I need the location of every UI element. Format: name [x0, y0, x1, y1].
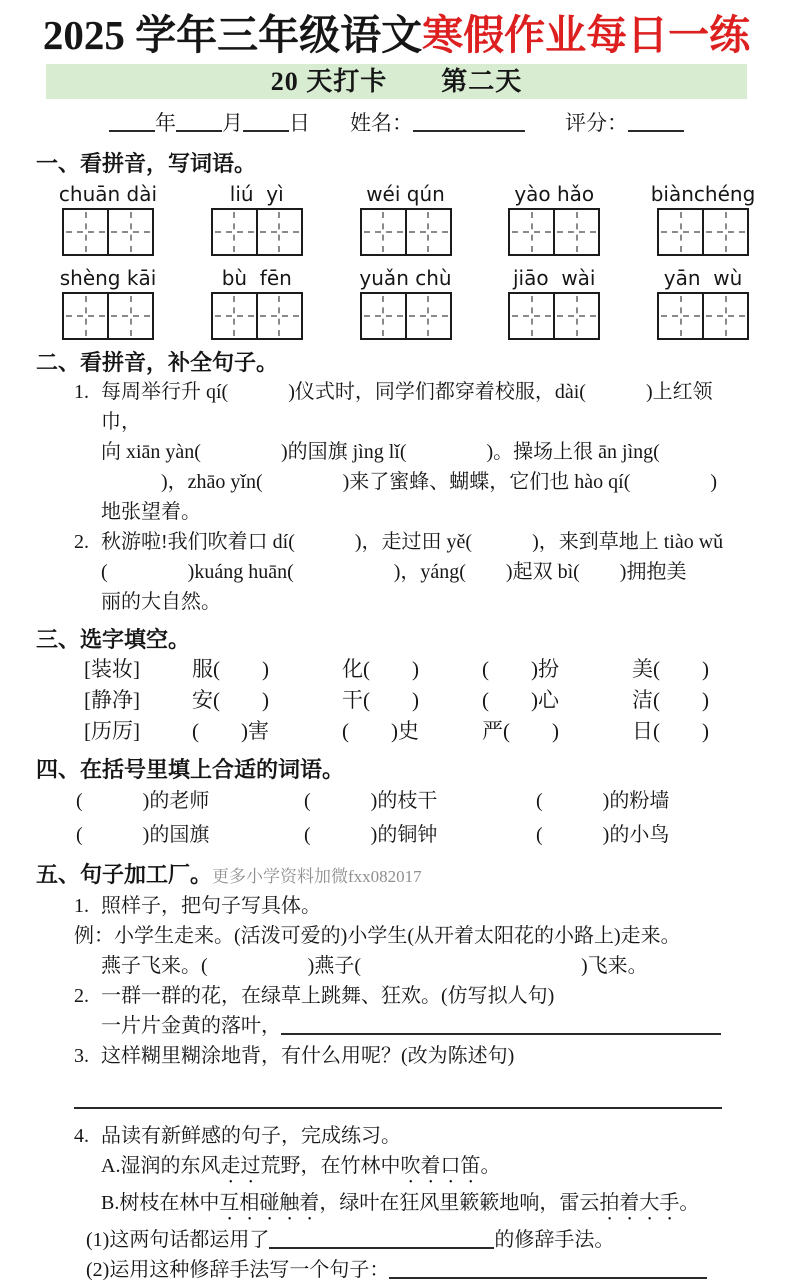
section5-title-text: 五、句子加工厂。	[36, 861, 213, 887]
writing-grid	[508, 208, 600, 256]
sentence-line: 照样子，把句子写具体。	[101, 894, 321, 917]
fill-blank-word: ( )心	[482, 687, 559, 712]
sentence-b-text: B.树枝在林中	[101, 1191, 220, 1214]
title-red: 寒假作业每日一练	[422, 12, 751, 58]
sentence-line: 每周举行升 qí( )仪式时，同学们都穿着校服，dài( )上红领巾，	[101, 380, 713, 433]
pinyin-word	[360, 265, 452, 340]
example-line: 例：小学生走来。(活泼可爱的)小学生(从开着太阳花的小路上)走来。	[74, 924, 681, 947]
item-number: 1.	[74, 894, 89, 917]
item-text	[101, 1041, 751, 1071]
fill-blank-phrase: ( )的小鸟	[536, 823, 670, 846]
sentence-b-text: 。	[679, 1191, 700, 1214]
item-number: 1.	[74, 380, 89, 403]
item-text	[101, 527, 751, 617]
sentence-line: 向 xiān yàn( )的国旗 jìng lǐ( )。操场上很 ān jìng(	[101, 440, 660, 463]
char-choice-bracket: [装妆]	[84, 656, 140, 681]
fill-blank-word: 服( )	[192, 656, 269, 681]
writing-grid	[211, 208, 303, 256]
fill-blank-word: 安( )	[192, 687, 269, 712]
item-number: 4.	[74, 1124, 89, 1147]
item-number: 3.	[74, 1044, 89, 1067]
pinyin-label: shèng kāi	[59, 265, 157, 290]
pinyin-word	[650, 181, 756, 256]
pinyin-label: yān wù	[663, 265, 743, 290]
score-label: 评分：	[565, 110, 628, 135]
fill-blank-word: 日( )	[632, 718, 709, 743]
fill-blank-word: 化( )	[342, 656, 419, 681]
day-label: 日	[289, 110, 310, 135]
sentence-b-text: ，绿叶在狂风里簌簌地响，雷云	[319, 1191, 600, 1214]
fill-blank-word: ( )害	[192, 718, 269, 743]
question-1-line	[36, 1225, 751, 1255]
answer-line	[101, 1011, 751, 1041]
emphasized-text: 走过	[220, 1154, 261, 1177]
worksheet-page	[0, 12, 793, 1281]
s4-row-2	[36, 818, 751, 852]
pinyin-word	[360, 181, 452, 256]
year-blank	[109, 114, 155, 132]
pinyin-word	[508, 265, 600, 340]
item-text	[101, 1121, 751, 1225]
writing-grid	[62, 208, 154, 256]
answer-line-prefix: 一片片金黄的落叶，	[101, 1014, 281, 1037]
question-1-prefix: (1)这两句话都运用了	[86, 1228, 270, 1251]
pinyin-label: yuǎn chù	[359, 265, 452, 290]
sentence-line: 品读有新鲜感的句子，完成练习。	[101, 1124, 401, 1147]
s2-item-2	[36, 527, 751, 617]
pinyin-label: bù fēn	[221, 265, 292, 290]
sentence-a-text: 。	[480, 1154, 501, 1177]
sentence-a-text: A.湿润的东风	[101, 1154, 221, 1177]
pinyin-word	[58, 181, 158, 256]
fill-blank-word: 干( )	[342, 687, 419, 712]
fill-blank-phrase: ( )的铜钟	[304, 823, 438, 846]
answer-blank	[389, 1259, 707, 1279]
page-title	[0, 13, 793, 59]
item-number: 2.	[74, 530, 89, 553]
fill-blank-word: 严( )	[482, 718, 559, 743]
sentence-a-text: 荒野，在竹林中	[260, 1154, 401, 1177]
section5-title	[36, 861, 751, 891]
section3-title: 三、选字填空。	[36, 626, 191, 652]
fill-blank-phrase: ( )的老师	[76, 789, 210, 812]
name-blank	[413, 114, 525, 132]
pinyin-word	[508, 181, 600, 256]
s3-row-2	[36, 685, 751, 716]
answer-blank	[269, 1229, 494, 1249]
writing-grid	[657, 208, 749, 256]
sentence-line: 这样糊里糊涂地背，有什么用呢？(改为陈述句)	[101, 1044, 515, 1067]
writing-grid	[657, 292, 749, 340]
watermark-text: 更多小学资料加微fxx082017	[212, 866, 422, 886]
sentence-line: ( )kuáng huān( )，yáng( )起双 bì( )拥抱美	[101, 560, 687, 583]
fill-blank-phrase: ( )的粉墙	[536, 789, 670, 812]
question-1-suffix: 的修辞手法。	[494, 1228, 615, 1251]
sentence-b	[101, 1188, 751, 1225]
fill-blank-phrase: ( )的国旗	[76, 823, 210, 846]
section1-title: 一、看拼音，写词语。	[36, 150, 257, 176]
fill-blank-word: 洁( )	[632, 687, 709, 712]
s2-item-1	[36, 377, 751, 527]
name-label: 姓名：	[350, 110, 413, 135]
pinyin-row-1	[36, 178, 756, 256]
s3-row-1	[36, 654, 751, 685]
item-text	[101, 981, 751, 1041]
fill-blank-word: ( )扮	[482, 656, 559, 681]
sentence-line: )，zhāo yǐn( )来了蜜蜂、蝴蝶，它们也 hào qí( )	[101, 470, 718, 493]
writing-grid	[360, 208, 452, 256]
fill-blank-word: 美( )	[632, 656, 709, 681]
date-line	[0, 107, 793, 137]
month-label: 月	[222, 110, 243, 135]
pinyin-row-2	[36, 262, 751, 340]
writing-grid	[62, 292, 154, 340]
sentence-line: 丽的大自然。	[101, 590, 221, 613]
pinyin-word	[211, 181, 303, 256]
item-text	[101, 377, 751, 527]
s5-item-2	[36, 981, 751, 1041]
title-black: 2025 学年三年级语文	[42, 12, 423, 58]
char-choice-bracket: [历厉]	[84, 718, 140, 743]
s5-item-4	[36, 1121, 751, 1225]
emphasized-text: 吹着口笛	[400, 1154, 481, 1177]
emphasized-text: 拍着大手	[599, 1191, 680, 1214]
sentence-a	[101, 1151, 751, 1188]
writing-grid	[211, 292, 303, 340]
s5-item-3	[36, 1041, 751, 1071]
writing-grid	[508, 292, 600, 340]
emphasized-text: 互相碰触着	[219, 1191, 320, 1214]
day-blank	[243, 114, 289, 132]
score-blank	[628, 114, 684, 132]
practice-line: 燕子飞来。( )燕子( )飞来。	[101, 954, 648, 977]
pinyin-word	[211, 265, 303, 340]
month-blank	[176, 114, 222, 132]
pinyin-word	[657, 265, 749, 340]
pinyin-label: yào hǎo	[514, 181, 595, 206]
pinyin-label: biànchéng	[650, 181, 756, 206]
year-label: 年	[155, 110, 176, 135]
pinyin-label: liú yì	[229, 181, 284, 206]
char-choice-bracket: [静净]	[84, 687, 140, 712]
question-2-prefix: (2)运用这种修辞手法写一个句子：	[86, 1258, 390, 1281]
fill-blank-word: ( )史	[342, 718, 419, 743]
question-2-line	[36, 1255, 751, 1285]
item-number: 2.	[74, 984, 89, 1007]
sentence-line: 一群一群的花，在绿草上跳舞、狂欢。(仿写拟人句)	[101, 984, 555, 1007]
pinyin-word	[59, 265, 157, 340]
answer-line	[36, 1085, 751, 1115]
answer-blank	[74, 1089, 722, 1109]
s3-row-3	[36, 716, 751, 747]
item-text	[101, 891, 751, 921]
worksheet-body	[0, 137, 793, 1285]
s4-row-1	[36, 784, 751, 818]
writing-grid	[360, 292, 452, 340]
fill-blank-phrase: ( )的枝干	[304, 789, 438, 812]
answer-blank	[281, 1015, 721, 1035]
section2-title: 二、看拼音，补全句子。	[36, 349, 279, 375]
pinyin-label: jiāo wài	[513, 265, 596, 290]
pinyin-label: wéi qún	[366, 181, 445, 206]
sentence-line: 地张望着。	[101, 500, 201, 523]
s5-item-1	[36, 891, 751, 921]
section4-title: 四、在括号里填上合适的词语。	[36, 756, 345, 782]
pinyin-label: chuān dài	[58, 181, 158, 206]
day-banner: 20 天打卡 第二天	[46, 64, 747, 99]
sentence-line: 秋游啦!我们吹着口 dí( )，走过田 yě( )，来到草地上 tiào wǔ	[101, 530, 724, 553]
